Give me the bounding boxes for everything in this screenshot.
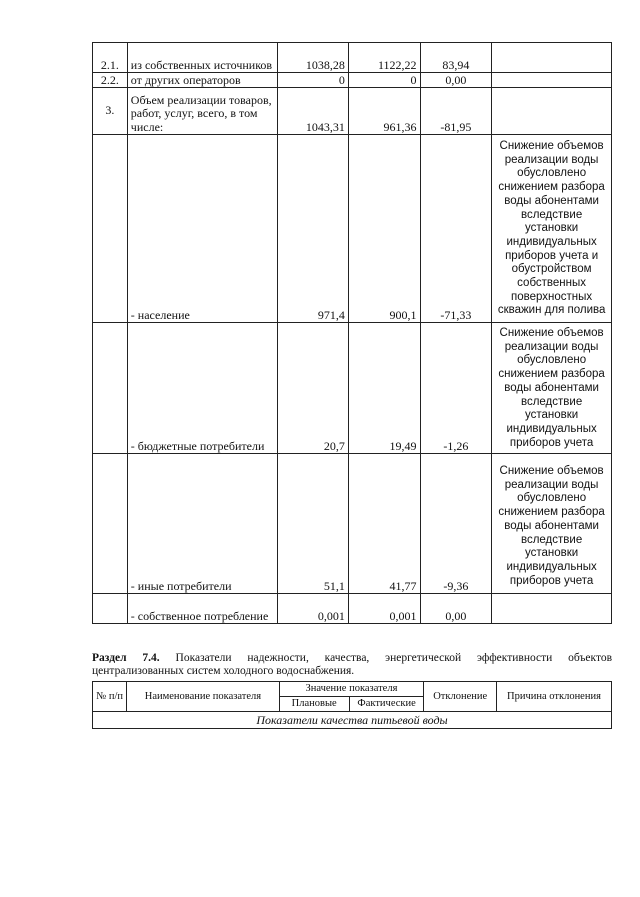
deviation-value: -81,95 [420, 88, 492, 135]
row-number: 2.2. [93, 73, 128, 88]
deviation-reason [492, 73, 612, 88]
col-reason-header: Причина отклонения [496, 682, 611, 712]
row-name: - население [127, 135, 277, 323]
col-name-header: Наименование показателя [127, 682, 279, 712]
deviation-reason: Снижение объемов реализации воды обусловлено снижением разбора воды абонентами вследствие установки индивидуальных приборов учета и обустройством собственных поверхностных скважин для полива [497, 140, 606, 317]
water-volume-table [92, 42, 612, 624]
row-name: Объем реализации товаров, работ, услуг, всего, в том числе: [127, 88, 277, 135]
section-caption [92, 652, 612, 678]
row-number: 2.1. [93, 43, 128, 73]
row-number [93, 594, 128, 624]
table-header-row [93, 682, 612, 697]
deviation-reason [492, 43, 612, 73]
deviation-reason [492, 88, 612, 135]
section-text: Показатели надежности, качества, энергетической эффективности объектов централизованных систем холодного водоснабжения. [92, 652, 613, 677]
actual-value: 0 [348, 73, 420, 88]
row-name: - собственное потребление [127, 594, 277, 624]
deviation-reason: Снижение объемов реализации воды обусловлено снижением разбора воды абонентами вследствие установки индивидуальных приборов учета [498, 465, 605, 587]
actual-value: 0,001 [348, 594, 420, 624]
table-row [93, 712, 612, 729]
row-number: 3. [93, 88, 128, 135]
deviation-value: -1,26 [420, 323, 492, 454]
deviation-reason: Снижение объемов реализации воды обусловлено снижением разбора воды абонентами вследствие установки индивидуальных приборов учета [498, 327, 605, 449]
table-row [93, 43, 612, 73]
planned-value: 51,1 [278, 454, 349, 594]
planned-value: 0,001 [278, 594, 349, 624]
deviation-value: -71,33 [420, 135, 492, 323]
col-plan-header: Плановые [279, 697, 349, 712]
row-name: - бюджетные потребители [127, 323, 277, 454]
table-row [93, 135, 612, 323]
col-number-header: № п/п [93, 682, 127, 712]
table-row [93, 594, 612, 624]
planned-value: 971,4 [278, 135, 349, 323]
table-row [93, 323, 612, 454]
actual-value: 41,77 [348, 454, 420, 594]
row-number [93, 454, 128, 594]
row-name: от других операторов [127, 73, 277, 88]
table-row [93, 454, 612, 594]
section-heading: Раздел 7.4. [92, 652, 160, 664]
table-row [93, 73, 612, 88]
col-deviation-header: Отклонение [424, 682, 497, 712]
planned-value: 1038,28 [278, 43, 349, 73]
row-number [93, 323, 128, 454]
deviation-reason [492, 594, 612, 624]
actual-value: 961,36 [348, 88, 420, 135]
planned-value: 20,7 [278, 323, 349, 454]
row-name: из собственных источников [127, 43, 277, 73]
actual-value: 900,1 [348, 135, 420, 323]
deviation-value: -9,36 [420, 454, 492, 594]
section-row: Показатели качества питьевой воды [93, 712, 612, 729]
actual-value: 1122,22 [348, 43, 420, 73]
deviation-value: 0,00 [420, 594, 492, 624]
deviation-value: 83,94 [420, 43, 492, 73]
deviation-value: 0,00 [420, 73, 492, 88]
reliability-table [92, 681, 612, 729]
actual-value: 19,49 [348, 323, 420, 454]
col-fact-header: Фактические [349, 697, 424, 712]
planned-value: 1043,31 [278, 88, 349, 135]
row-name: - иные потребители [127, 454, 277, 594]
col-value-header: Значение показателя [279, 682, 424, 697]
table-row [93, 88, 612, 135]
planned-value: 0 [278, 73, 349, 88]
row-number [93, 135, 128, 323]
